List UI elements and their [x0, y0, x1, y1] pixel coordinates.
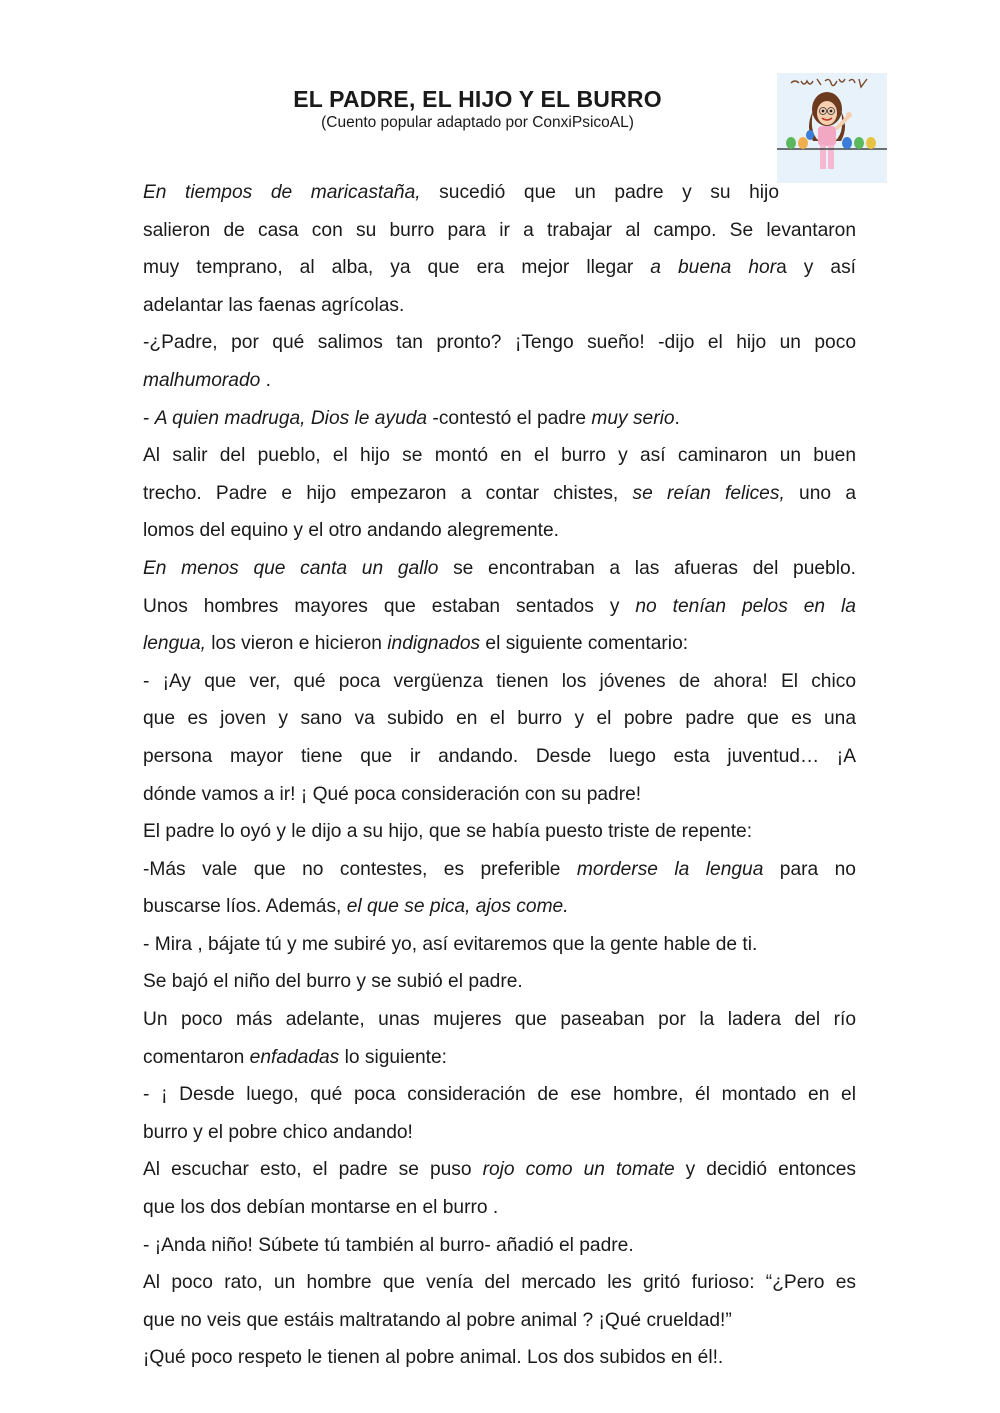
text-run: ¡Qué poco respeto le tienen al pobre animal. Los dos subidos en él!.: [143, 1347, 724, 1369]
story-line: [143, 475, 856, 513]
story-line: [143, 362, 856, 400]
text-run: muy temprano, al alba, ya que era mejor llegar: [143, 257, 651, 279]
author-logo: [777, 73, 887, 183]
text-run: persona mayor tiene que ir andando. Desde luego esta juventud… ¡A: [143, 745, 856, 767]
text-run: dónde vamos a ir! ¡ Qué poca consideración con su padre!: [143, 783, 642, 805]
story-line: [143, 588, 856, 626]
text-run: que los dos debían montarse en el burro .: [143, 1197, 499, 1219]
text-run: .: [260, 369, 271, 391]
text-run: -contestó el padre: [427, 407, 592, 429]
italic-phrase: rojo como un tomate: [482, 1159, 675, 1181]
story-line: [143, 1189, 856, 1227]
text-run: para no: [763, 858, 856, 880]
text-run: lomos del equino y el otro andando alegremente.: [143, 520, 560, 542]
story-line: [143, 1151, 856, 1189]
text-run: salieron de casa con su burro para ir a trabajar al campo. Se levantaron: [143, 219, 856, 241]
text-run: los vieron e hicieron: [205, 633, 388, 655]
text-run: - ¡Ay que ver, qué poca vergüenza tienen los jóvenes de ahora! El chico: [143, 670, 856, 692]
text-run: buscarse líos. Además,: [143, 896, 347, 918]
italic-phrase: el que se pica, ajos come.: [346, 896, 569, 918]
story-line: [143, 512, 856, 550]
story-line: [143, 324, 856, 362]
story-line: [143, 1114, 856, 1152]
text-run: y decidió entonces: [674, 1159, 856, 1181]
italic-phrase: enfadadas: [249, 1046, 340, 1068]
text-run: comentaron: [143, 1046, 250, 1068]
story-line: [143, 926, 856, 964]
story-line: [143, 1339, 856, 1377]
story-line: [143, 1227, 856, 1265]
text-run: -¿Padre, por qué salimos tan pronto? ¡Tengo sueño! -dijo el hijo un poco: [143, 332, 856, 354]
story-line: [143, 1001, 856, 1039]
text-run: Al poco rato, un hombre que venía del mercado les gritó furioso: “¿Pero es: [143, 1272, 856, 1294]
page-subtitle: (Cuento popular adaptado por ConxiPsicoAL): [321, 114, 634, 131]
text-run: el siguiente comentario:: [480, 633, 689, 655]
story-line: [143, 550, 856, 588]
story-line: [143, 1264, 856, 1302]
italic-phrase: A quien madruga, Dios le ayuda: [154, 407, 428, 429]
italic-phrase: morderse la lengua: [576, 858, 764, 880]
story-text: [143, 174, 856, 1377]
text-run: -Más vale que no contestes, es preferible: [143, 858, 577, 880]
story-line: [143, 1039, 856, 1077]
story-line: [143, 813, 856, 851]
italic-phrase: muy serio: [591, 407, 675, 429]
text-run: uno a: [784, 482, 856, 504]
story-line: [143, 851, 856, 889]
story-line: [143, 700, 856, 738]
story-line: [143, 437, 856, 475]
text-run: El padre lo oyó y le dijo a su hijo, que se había puesto triste de repente:: [143, 821, 753, 843]
text-run: - Mira , bájate tú y me subiré yo, así evitaremos que la gente hable de ti.: [143, 933, 758, 955]
text-run: - ¡ Desde luego, qué poca consideración de ese hombre, él montado en el: [143, 1084, 856, 1106]
text-run: burro y el pobre chico andando!: [143, 1121, 413, 1143]
text-run: -: [143, 407, 155, 429]
italic-phrase: indignados: [387, 633, 481, 655]
story-line: [143, 1302, 856, 1340]
text-run: lo siguiente:: [339, 1046, 448, 1068]
text-run: Unos hombres mayores que estaban sentados y: [143, 595, 636, 617]
text-run: adelantar las faenas agrícolas.: [143, 294, 405, 316]
text-run: que es joven y sano va subido en el burro y el pobre padre que es una: [143, 708, 856, 730]
italic-phrase: En tiempos de maricastaña,: [143, 182, 421, 203]
page-title: EL PADRE, EL HIJO Y EL BURRO: [293, 86, 662, 112]
story-line: [143, 738, 856, 776]
story-line: [143, 400, 856, 438]
text-run: .: [674, 407, 680, 429]
story-line: [143, 663, 856, 701]
text-run: que no veis que estáis maltratando al pobre animal ? ¡Qué crueldad!”: [143, 1309, 732, 1331]
text-run: Un poco más adelante, unas mujeres que paseaban por la ladera del río: [143, 1009, 856, 1031]
text-run: - ¡Anda niño! Súbete tú también al burro- añadió el padre.: [143, 1234, 634, 1256]
text-run: Al escuchar esto, el padre se puso: [143, 1159, 483, 1181]
text-run: Al salir del pueblo, el hijo se montó en el burro y así caminaron un buen: [143, 445, 856, 467]
text-run: se encontraban a las afueras del pueblo.: [438, 557, 856, 579]
italic-phrase: malhumorado: [143, 369, 261, 391]
italic-phrase: se reían felices,: [632, 482, 785, 504]
story-line: [143, 1076, 856, 1114]
text-run: trecho. Padre e hijo empezaron a contar chistes,: [143, 482, 633, 504]
italic-phrase: lengua,: [143, 633, 206, 655]
story-line: [143, 888, 856, 926]
text-run: sucedió que un padre y su hijo: [420, 182, 779, 203]
story-line: [143, 963, 856, 1001]
story-line: [143, 287, 856, 325]
text-run: a y así: [776, 257, 856, 279]
italic-phrase: a buena hor: [650, 257, 777, 279]
story-line: [143, 212, 856, 250]
story-line: [143, 776, 856, 814]
story-line: [143, 174, 779, 212]
text-run: Se bajó el niño del burro y se subió el padre.: [143, 971, 523, 993]
story-line: [143, 625, 856, 663]
italic-phrase: En menos que canta un gallo: [143, 557, 439, 579]
italic-phrase: no tenían pelos en la: [635, 595, 856, 617]
story-line: [143, 249, 856, 287]
